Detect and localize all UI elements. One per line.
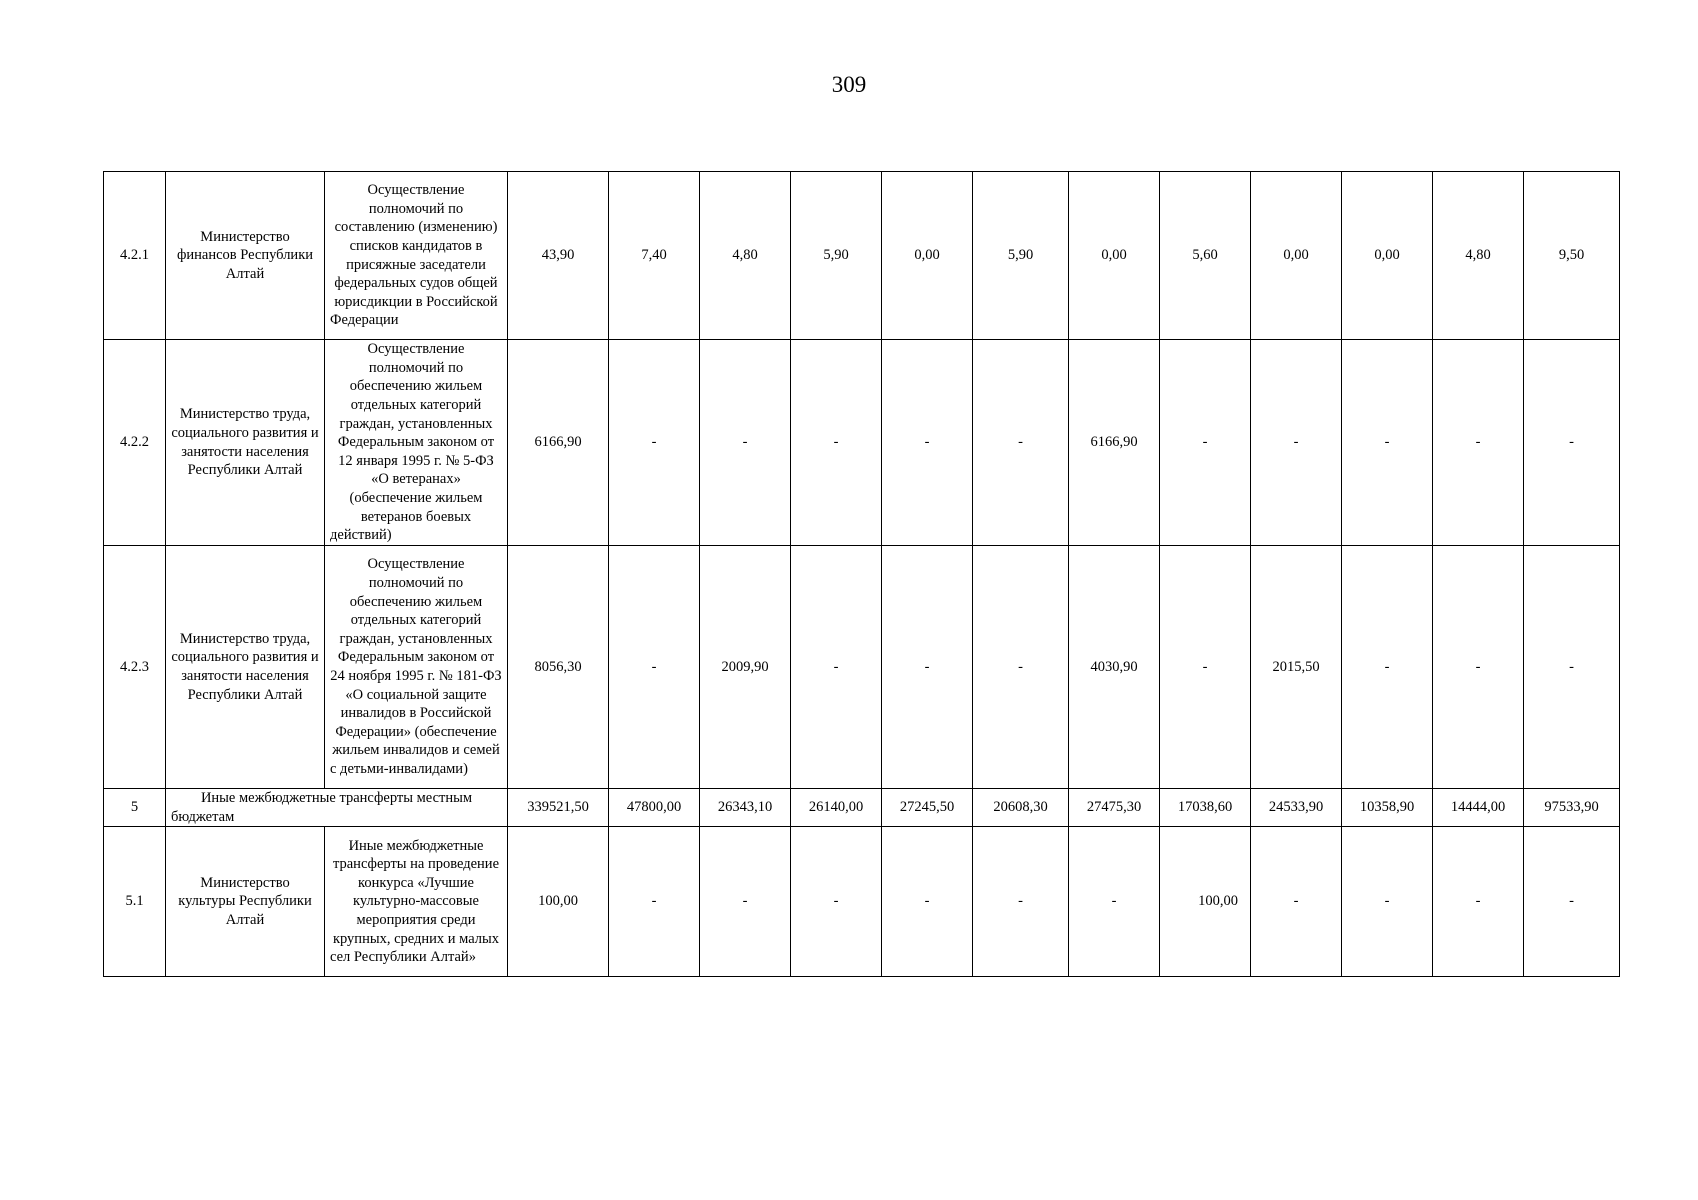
value-cell: - (609, 546, 700, 789)
value-cell: - (700, 340, 791, 546)
value-cell: - (609, 827, 700, 977)
value-cell: - (791, 340, 882, 546)
value-cell: 6166,90 (1069, 340, 1160, 546)
value-cell: - (791, 546, 882, 789)
table-row (104, 827, 1620, 977)
value-cell: - (609, 340, 700, 546)
organization-cell: Министерство труда, социального развития и занятости населения Республики Алтай (166, 340, 325, 546)
value-cell: - (1251, 340, 1342, 546)
value-cell: - (1342, 546, 1433, 789)
value-cell: - (1524, 340, 1620, 546)
value-cell: 5,90 (791, 172, 882, 340)
value-cell: 24533,90 (1251, 789, 1342, 827)
value-cell: 7,40 (609, 172, 700, 340)
value-cell: 17038,60 (1160, 789, 1251, 827)
table-row (104, 546, 1620, 789)
value-cell: 5,90 (973, 172, 1069, 340)
value-cell: - (1524, 546, 1620, 789)
page-number: 309 (831, 72, 867, 97)
value-cell: 27475,30 (1069, 789, 1160, 827)
value-cell: - (791, 827, 882, 977)
value-cell: - (882, 340, 973, 546)
value-cell: 47800,00 (609, 789, 700, 827)
value-cell: 20608,30 (973, 789, 1069, 827)
table-row (104, 340, 1620, 546)
description-cell: Осуществление полномочий по обеспечению жильем отдельных категорий граждан, установленных Федеральным законом от 24 ноября 1995 г. № 181-ФЗ «О социальной защите инвалидов в Российской Федерации» (обеспечение жильем инвалидов и семей с детьми-инвалидами) (325, 546, 508, 789)
value-cell: 10358,90 (1342, 789, 1433, 827)
value-cell: 4,80 (1433, 172, 1524, 340)
budget-table (103, 171, 1620, 977)
value-cell: - (1251, 827, 1342, 977)
organization-cell: Министерство финансов Республики Алтай (166, 172, 325, 340)
value-cell: - (973, 827, 1069, 977)
value-cell: 4030,90 (1069, 546, 1160, 789)
description-cell: Осуществление полномочий по обеспечению жильем отдельных категорий граждан, установленных Федеральным законом от 12 января 1995 г. № 5-ФЗ «О ветеранах» (обеспечение жильем ветеранов боевых действий) (325, 340, 508, 546)
table-row (104, 172, 1620, 340)
value-cell: 2009,90 (700, 546, 791, 789)
value-cell: 14444,00 (1433, 789, 1524, 827)
organization-cell: Министерство культуры Республики Алтай (166, 827, 325, 977)
value-cell: 2015,50 (1251, 546, 1342, 789)
value-cell: 100,00 (508, 827, 609, 977)
value-cell: - (1160, 340, 1251, 546)
value-cell: - (1524, 827, 1620, 977)
value-cell: 9,50 (1524, 172, 1620, 340)
value-cell: 97533,90 (1524, 789, 1620, 827)
value-cell: - (1069, 827, 1160, 977)
value-cell: - (1433, 340, 1524, 546)
organization-cell: Министерство труда, социального развития и занятости населения Республики Алтай (166, 546, 325, 789)
row-code: 4.2.3 (104, 546, 166, 789)
value-cell: - (1342, 340, 1433, 546)
description-cell: Иные межбюджетные трансферты на проведение конкурса «Лучшие культурно-массовые мероприятия среди крупных, средних и малых сел Республики Алтай» (325, 827, 508, 977)
value-cell: - (882, 827, 973, 977)
value-cell: 43,90 (508, 172, 609, 340)
table-row-total (104, 789, 1620, 827)
value-cell: 100,00 (1160, 827, 1251, 977)
value-cell: 0,00 (1251, 172, 1342, 340)
value-cell: - (973, 340, 1069, 546)
row-code: 4.2.2 (104, 340, 166, 546)
value-cell: 26140,00 (791, 789, 882, 827)
value-cell: 26343,10 (700, 789, 791, 827)
value-cell: - (1433, 546, 1524, 789)
value-cell: - (700, 827, 791, 977)
row-code: 5.1 (104, 827, 166, 977)
description-cell: Осуществление полномочий по составлению (изменению) списков кандидатов в присяжные заседатели федеральных судов общей юрисдикции в Российской Федерации (325, 172, 508, 340)
value-cell: 0,00 (882, 172, 973, 340)
row-code: 4.2.1 (104, 172, 166, 340)
value-cell: 6166,90 (508, 340, 609, 546)
value-cell: 0,00 (1069, 172, 1160, 340)
value-cell: 5,60 (1160, 172, 1251, 340)
value-cell: 4,80 (700, 172, 791, 340)
value-cell: 0,00 (1342, 172, 1433, 340)
value-cell: 27245,50 (882, 789, 973, 827)
value-cell: - (882, 546, 973, 789)
value-cell: - (1433, 827, 1524, 977)
value-cell: - (1342, 827, 1433, 977)
value-cell: - (973, 546, 1069, 789)
section-title-cell: Иные межбюджетные трансферты местным бюджетам (166, 789, 508, 827)
value-cell: 8056,30 (508, 546, 609, 789)
row-code: 5 (104, 789, 166, 827)
value-cell: 339521,50 (508, 789, 609, 827)
value-cell: - (1160, 546, 1251, 789)
